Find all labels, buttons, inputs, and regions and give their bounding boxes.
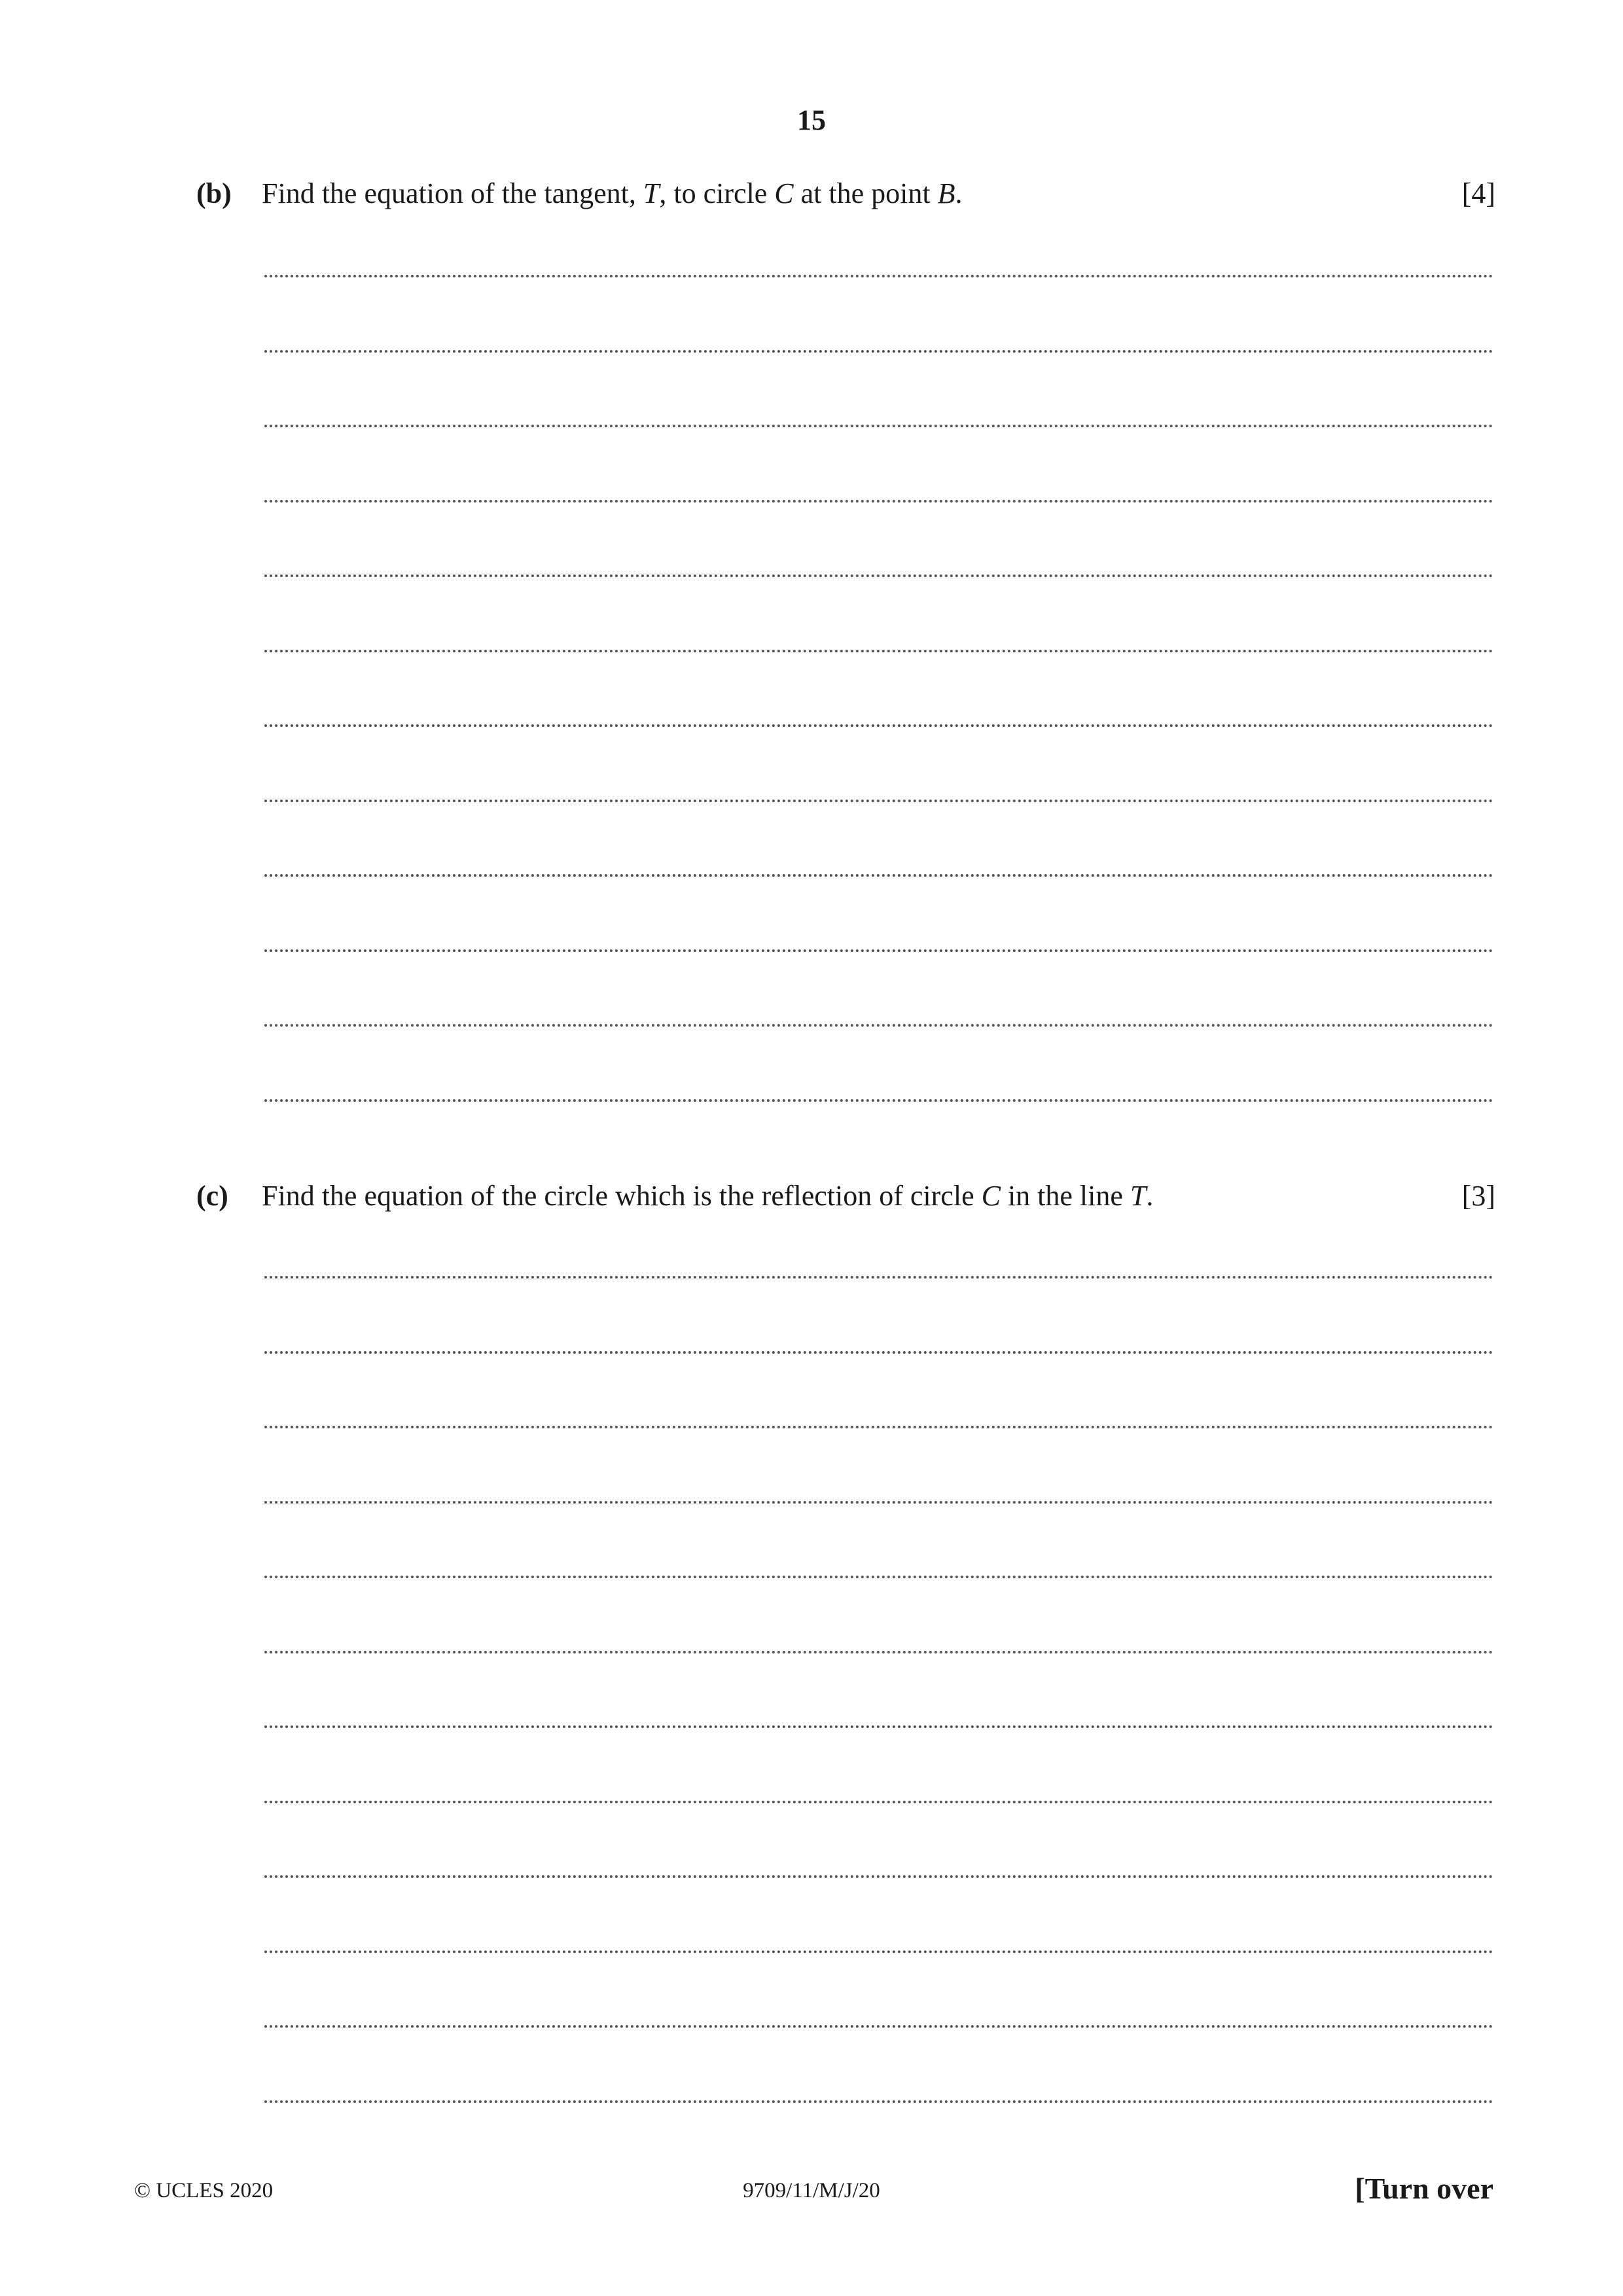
answer-line[interactable] [264, 275, 1493, 277]
answer-line[interactable] [264, 949, 1493, 952]
marks-label: [3] [1461, 1180, 1495, 1212]
question-label: (c) [196, 1180, 228, 1212]
answer-line[interactable] [264, 1501, 1493, 1504]
answer-line[interactable] [264, 2025, 1493, 2028]
answer-line[interactable] [264, 500, 1493, 503]
question-text: Find the equation of the circle which is the reflection of circle C in the line T. [262, 1180, 1154, 1212]
answer-line[interactable] [264, 1801, 1493, 1803]
answer-line[interactable] [264, 1426, 1493, 1428]
answer-line[interactable] [264, 874, 1493, 877]
answer-line[interactable] [264, 1576, 1493, 1578]
answer-line[interactable] [264, 1725, 1493, 1728]
answer-line[interactable] [264, 425, 1493, 427]
answer-line[interactable] [264, 1024, 1493, 1027]
footer-copyright: © UCLES 2020 [134, 2179, 274, 2202]
footer-turn-over: [Turn over [1355, 2172, 1493, 2205]
marks-label: [4] [1461, 177, 1495, 209]
footer-paper-code: 9709/11/M/J/20 [743, 2179, 880, 2202]
question-text: Find the equation of the tangent, T, to circle C at the point B. [262, 177, 963, 209]
answer-line[interactable] [264, 574, 1493, 577]
answer-line[interactable] [264, 1351, 1493, 1354]
answer-line[interactable] [264, 350, 1493, 353]
answer-line[interactable] [264, 1651, 1493, 1653]
answer-line[interactable] [264, 724, 1493, 727]
page-number: 15 [797, 104, 826, 136]
answer-line[interactable] [264, 650, 1493, 652]
answer-line[interactable] [264, 1875, 1493, 1878]
answer-line[interactable] [264, 800, 1493, 802]
answer-line[interactable] [264, 1276, 1493, 1279]
answer-line[interactable] [264, 1951, 1493, 1953]
answer-line[interactable] [264, 2100, 1493, 2103]
question-label: (b) [196, 177, 232, 209]
answer-line[interactable] [264, 1099, 1493, 1102]
